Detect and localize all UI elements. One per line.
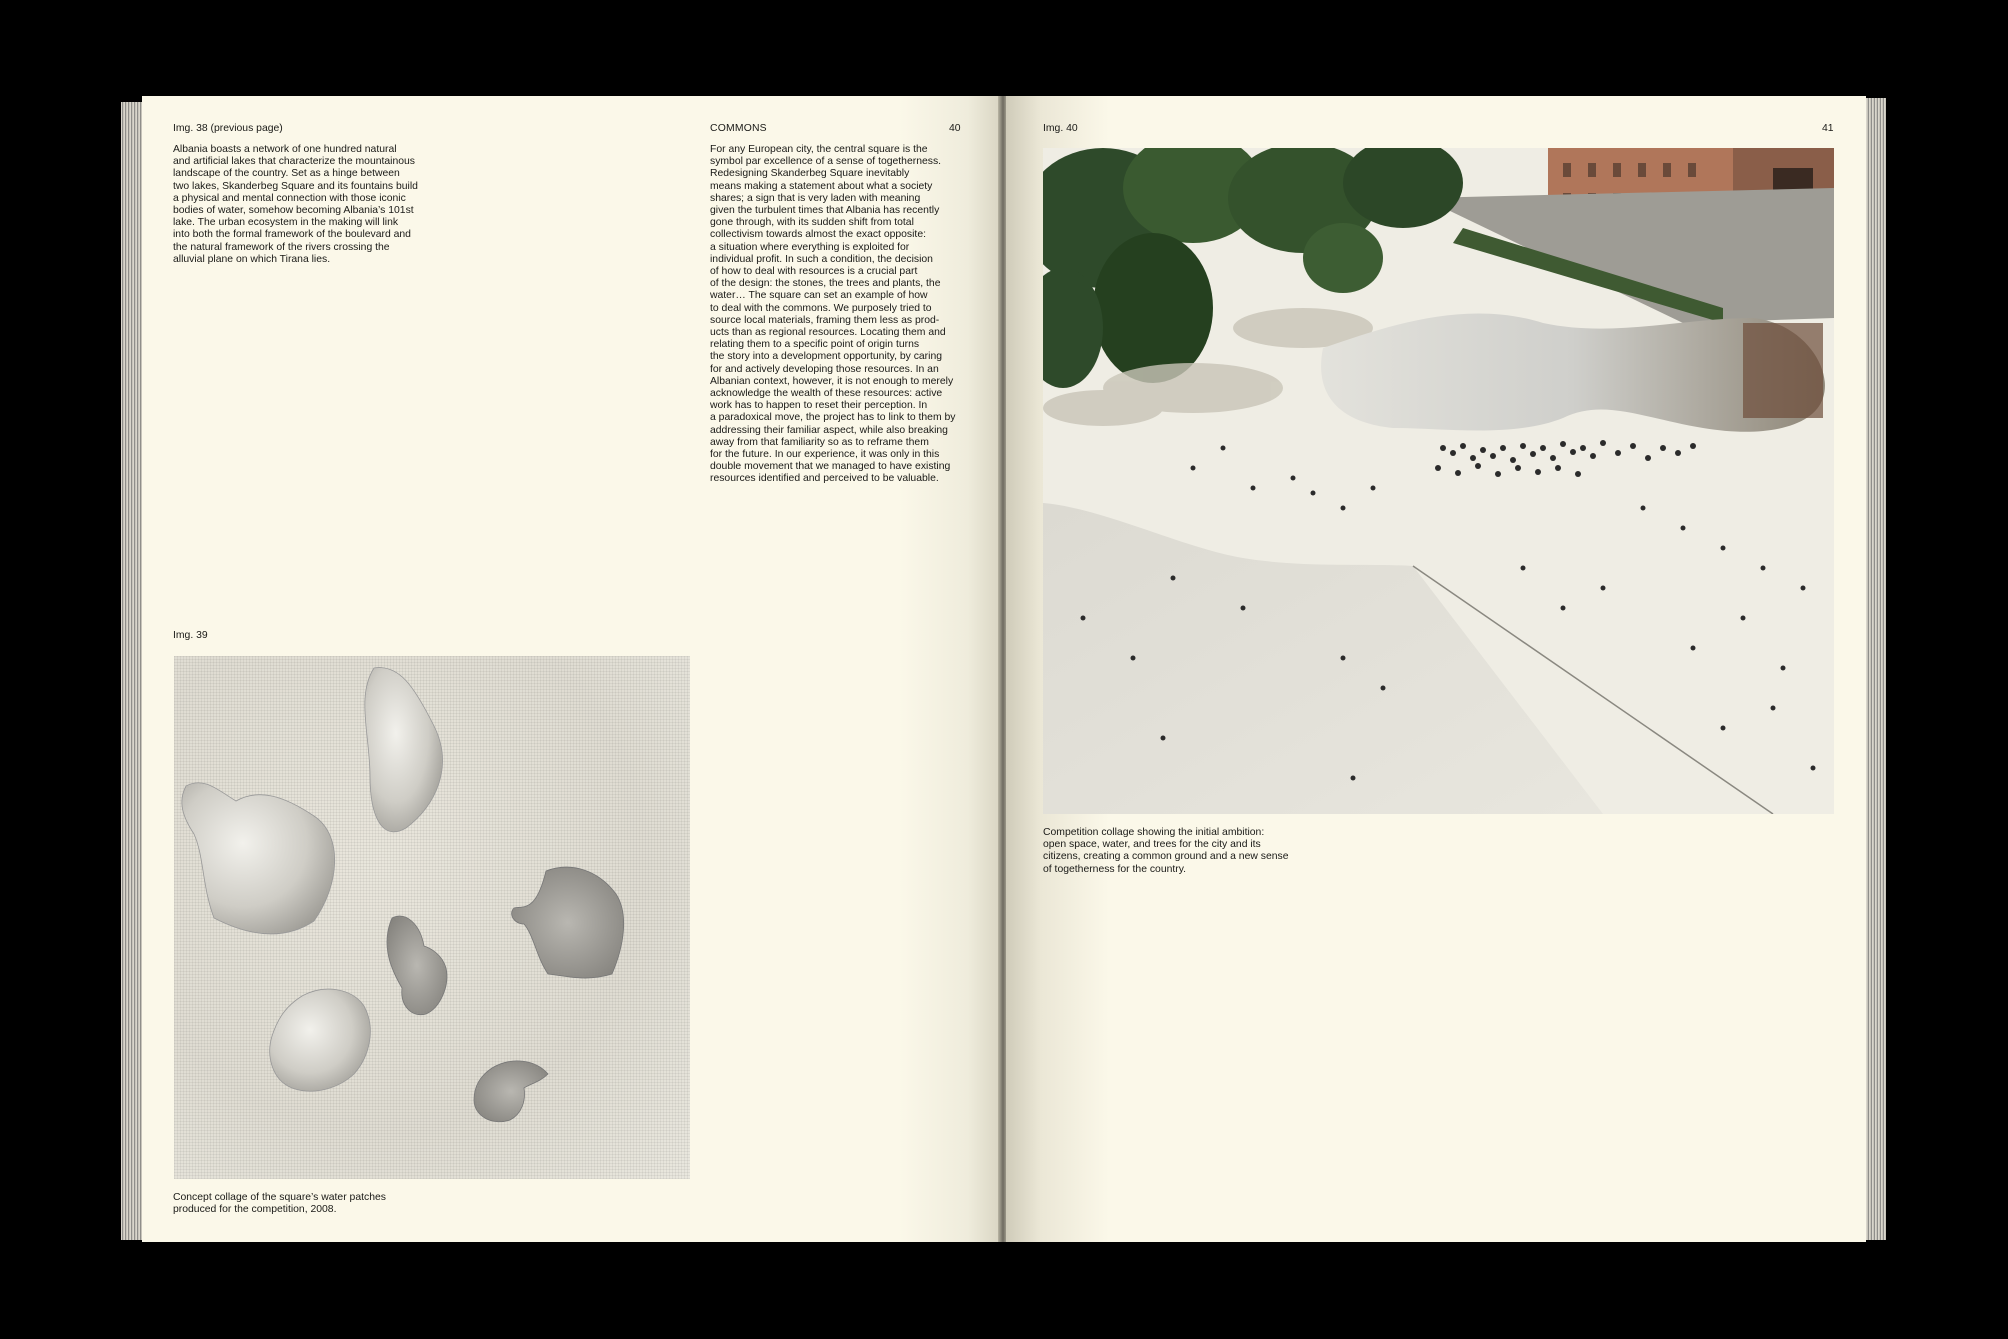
body-line: gone through, with its sudden shift from total xyxy=(710,217,914,229)
water-patch xyxy=(512,867,624,978)
body-line: given the turbulent times that Albania has recently xyxy=(710,205,940,217)
water-patch xyxy=(182,783,335,934)
body-line: of how to deal with resources is a crucial part xyxy=(710,266,918,278)
water-patch xyxy=(270,989,371,1091)
caption-line: and artificial lakes that characterize the mountainous xyxy=(173,156,416,168)
img40-competition-collage-photo xyxy=(1043,148,1834,814)
caption-line: citizens, creating a common ground and a new sense xyxy=(1043,851,1289,863)
body-line: away from that familiarity so as to reframe them xyxy=(710,436,929,448)
body-line: source local materials, framing them less as prod- xyxy=(710,314,940,326)
body-line: acknowledge the wealth of these resources: active xyxy=(710,388,943,400)
caption-line: landscape of the country. Set as a hinge between xyxy=(173,168,400,180)
caption-line: of togetherness for the country. xyxy=(1043,863,1187,875)
body-line: means making a statement about what a society xyxy=(710,180,933,192)
caption-line: alluvial plane on which Tirana lies. xyxy=(173,253,331,265)
img39-heading: Img. 39 xyxy=(173,630,208,641)
body-line: ucts than as regional resources. Locating them and xyxy=(710,327,946,339)
body-line: a situation where everything is exploited for xyxy=(710,241,910,253)
body-line: collectivism towards almost the exact opposite: xyxy=(710,229,926,241)
img40-heading: Img. 40 xyxy=(1043,123,1078,134)
body-line: the story into a development opportunity, by caring xyxy=(710,351,942,363)
body-line: work has to happen to reset their perception. In xyxy=(710,400,928,412)
water-patches-illustration xyxy=(174,656,690,1179)
body-line: water… The square can set an example of how xyxy=(710,290,928,302)
caption-line: Concept collage of the square’s water patches xyxy=(173,1192,386,1203)
caption-line: into both the formal framework of the boulevard and xyxy=(173,229,411,241)
body-line: individual profit. In such a condition, the decision xyxy=(710,253,933,265)
body-line: double movement that we managed to have existing xyxy=(710,461,951,473)
reflection xyxy=(1743,323,1823,418)
caption-line: lake. The urban ecosystem in the making will link xyxy=(173,217,399,229)
body-line: Albanian context, however, it is not enough to merely xyxy=(710,375,954,387)
img39-caption xyxy=(173,1192,453,1216)
caption-line: the natural framework of the rivers crossing the xyxy=(173,241,390,253)
body-line: a paradoxical move, the project has to link to them by xyxy=(710,412,956,424)
body-line: resources identified and perceived to be valuable. xyxy=(710,473,939,485)
body-line: to deal with the commons. We purposely tried to xyxy=(710,302,932,314)
body-line: shares; a sign that is very laden with meaning xyxy=(710,192,921,204)
img39-water-patches-collage xyxy=(174,656,690,1179)
caption-line: a physical and mental connection with those iconic xyxy=(173,192,406,204)
caption-line: bodies of water, somehow becoming Albania’s 101st xyxy=(173,205,414,217)
water-patch xyxy=(474,1061,548,1122)
right-page-edges xyxy=(1864,98,1886,1240)
body-line: Redesigning Skanderbeg Square inevitably xyxy=(710,168,910,180)
body-line: for and actively developing those resources. In an xyxy=(710,363,939,375)
body-line: of the design: the stones, the trees and plants, the xyxy=(710,278,941,290)
body-line: For any European city, the central square is the xyxy=(710,144,928,155)
img40-caption xyxy=(1043,827,1323,876)
page-number-right: 41 xyxy=(1822,123,1834,134)
img38-caption xyxy=(173,144,463,266)
body-line: symbol par excellence of a sense of togetherness. xyxy=(710,156,942,168)
water-patch xyxy=(365,668,443,832)
water-patch xyxy=(387,916,447,1015)
body-text xyxy=(710,144,970,486)
caption-line: Albania boasts a network of one hundred natural xyxy=(173,144,397,155)
left-page-edges xyxy=(121,102,143,1240)
body-line: addressing their familiar aspect, while also breaking xyxy=(710,424,948,436)
body-line: for the future. In our experience, it was only in this xyxy=(710,449,940,461)
caption-line: two lakes, Skanderbeg Square and its fountains build xyxy=(173,180,418,192)
caption-line: produced for the competition, 2008. xyxy=(173,1204,337,1216)
img38-heading: Img. 38 (previous page) xyxy=(173,123,283,134)
caption-line: Competition collage showing the initial ambition: xyxy=(1043,827,1265,838)
section-title: COMMONS xyxy=(710,123,767,134)
square-aerial-collage xyxy=(1043,148,1834,814)
body-line: relating them to a specific point of origin turns xyxy=(710,339,920,351)
caption-line: open space, water, and trees for the city and its xyxy=(1043,839,1261,851)
page-number-left: 40 xyxy=(949,123,961,134)
